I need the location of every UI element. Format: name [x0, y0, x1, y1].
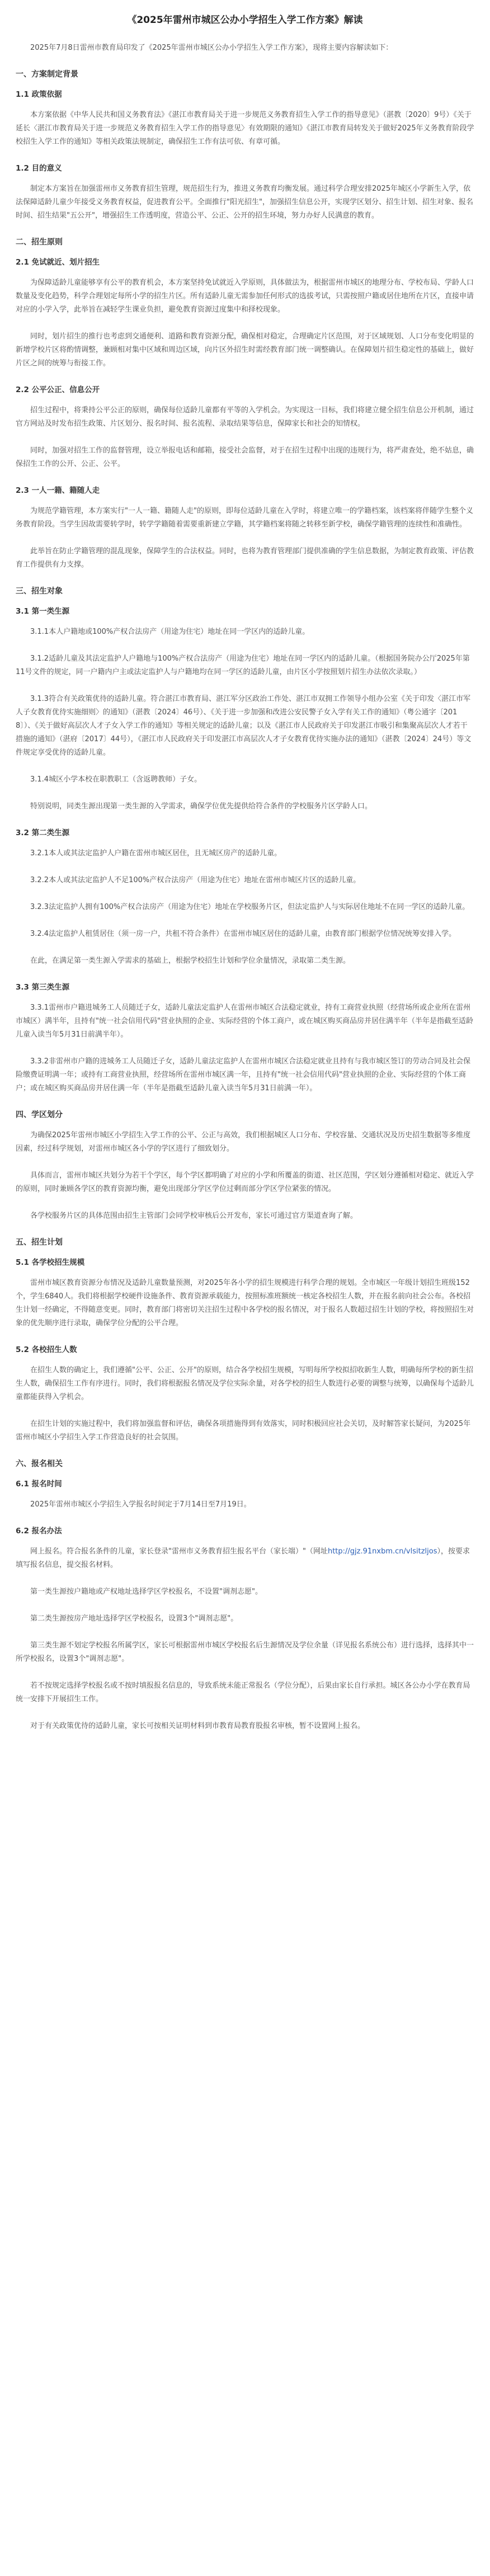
paragraph: 同时，划片招生的推行也考虑到交通便利、道路和教育资源分配，确保相对稳定，合理确定片区范围，对于区域规划、人口分布变化明显的新增学校片区将酌情调整，兼顾相对集中区域和周边区域，向片区外招生时需经教育部门统一调整确认。在保障划片招生稳定性的基础上，做好片区之间的统筹与衔接工作。 — [16, 332, 474, 368]
intro-paragraph: 2025年7月8日雷州市教育局印发了《2025年雷州市城区公办小学招生入学工作方案》，现将主要内容解读如下： — [30, 44, 393, 52]
paragraph: 3.2.2本人或其法定监护人不足100%产权合法房产（用途为住宅）地址在雷州市城区片区的适龄儿童。 — [30, 876, 361, 884]
subheading-first-category: 3.1 第一类生源 — [16, 607, 70, 616]
section-heading-principles: 二、招生原则 — [16, 238, 63, 247]
paragraph: 招生过程中，将秉持公平公正的原则，确保每位适龄儿童都有平等的入学机会。为实现这一目标，我们将建立健全招生信息公开机制，通过官方网站及时发布招生政策、片区划分、报名时间、报名流程、录取结果等信息，保障家长和社会的知情权。 — [16, 406, 474, 428]
paragraph: 3.3.2非雷州市户籍的进城务工人员随迁子女，适龄儿童法定监护人在雷州市城区合法稳定就业且持有与我市城区签订的劳动合同及社会保险缴费证明满一年；或持有工商营业执照，经营场所在雷州市城区满一年，且持有"统一社会信用代码"营业执照的企业、实际经营的个体工商户；或在城区购买商品房并居住满一年（半年是指截至适龄儿童入读当年5月31日前满一年）。 — [16, 1057, 471, 1092]
paragraph: 3.1.3符合有关政策优待的适龄儿童。符合湛江市教育局、湛江军分区政治工作处、湛江市双拥工作领导小组办公室《关于印发〈湛江市军人子女教育优待实施细则〉的通知》（湛教〔2024〕46号）、《关于进一步加强和改进公安民警子女入学有关工作的通知》（粤公通字〔2018〕）、《关于做好高层次人才子女入学工作的通知》等相关规定的适龄儿童；以及《湛江市人民政府关于印发湛江市吸引和集聚高层次人才若干措施的通知》（湛府〔2017〕44号），《湛江市人民政府关于印发湛江市高层次人才子女教育优待实施办法的通知》（湛教〔2024〕24号）等文件规定享受优待的适龄儿童。 — [16, 695, 472, 757]
section-heading-background: 一、方案制定背景 — [16, 70, 78, 79]
paragraph: 在招生人数的确定上，我们遵循"公平、公正、公开"的原则，结合各学校招生规模，写明每所学校拟招收新生人数，明确每所学校的新生招生人数，确保招生工作有序进行。同时，我们将根据报名情况及学位实际余量，对各学校的招生人数进行必要的调整与统筹，以确保每个适龄儿童都能获得入学机会。 — [16, 1366, 474, 1401]
registration-date-text: 2025年雷州市城区小学招生入学报名时间定于7月14日至7月19日。 — [30, 1500, 251, 1509]
section-heading-registration: 六、报名相关 — [16, 1459, 63, 1468]
paragraph: 第一类生源按户籍地或产权地址选择学区学校报名，不设置"调剂志愿"。 — [30, 1588, 262, 1596]
paragraph: 各学校服务片区的具体范围由招生主管部门会同学校审核后公开发布，家长可通过官方渠道查询了解。 — [30, 1212, 358, 1220]
section-heading-school-districts: 四、学区划分 — [16, 1110, 63, 1119]
subheading-registration-time: 6.1 报名时间 — [16, 1480, 62, 1489]
subheading-nearby-enrollment: 2.1 免试就近、划片招生 — [16, 258, 100, 267]
paragraph: 为确保2025年雷州市城区小学招生入学工作的公平、公正与高效，我们根据城区人口分布、学校容量、交通状况及历史招生数据等多维度因素，经过科学规划，对雷州市城区各小学的学区进行了细致划分。 — [16, 1131, 471, 1153]
paragraph: 若不按规定选择学校报名或不按时填报报名信息的，导致系统未能正常报名（学位分配），后果由家长自行承担。城区各公办小学在教育局统一安排下开展招生工作。 — [16, 1682, 470, 1703]
subheading-third-category: 3.3 第三类生源 — [16, 983, 70, 992]
paragraph: 为保障适龄儿童能够享有公平的教育机会，本方案坚持免试就近入学原则，具体做法为，根据雷州市城区的地理分布、学校布局、学龄人口数量及变化趋势，科学合理划定每所小学的招生片区。所有适龄儿童无需参加任何形式的选拔考试，只需按照户籍或居住地所在片区，直接申请对应的小学入学，此举旨在减轻学生课业负担，避免教育资源过度集中和择校现象。 — [16, 279, 474, 314]
paragraph: 为规范学籍管理，本方案实行"一人一籍、籍随人走"的原则，即每位适龄儿童在入学时，将建立唯一的学籍档案，该档案将伴随学生整个义务教育阶段。当学生因故需要转学时，转学学籍随着需要重新建立学籍，其学籍档案将随之转移至新学校，确保学籍管理的连续性和准确性。 — [16, 507, 473, 529]
paragraph: 第二类生源按房产地址选择学区学校报名，设置3个"调剂志愿"。 — [30, 1614, 238, 1623]
section-heading-enrollment-targets: 三、招生对象 — [16, 587, 63, 596]
paragraph: 第三类生源不划定学校报名所属学区，家长可根据雷州市城区学校报名后生源情况及学位余量（详见报名系统公布）进行选择，选择其中一所学校报名，设置3个"调剂志愿"。 — [16, 1641, 474, 1663]
paragraph: 3.2.3法定监护人拥有100%产权合法房产（用途为住宅）地址在学校服务片区，但法定监护人与实际居住地址不在同一学区的适龄儿童。 — [30, 903, 470, 911]
paragraph: 3.2.1本人或其法定监护人户籍在雷州市城区居住，且无城区房产的适龄儿童。 — [30, 849, 282, 858]
paragraph: 3.3.1雷州市户籍进城务工人员随迁子女，适龄儿童法定监护人在雷州市城区合法稳定就业，持有工商营业执照（经营场所或企业所在雷州市城区）满半年，且持有"统一社会信用代码"营业执照的企业、实际经营的个体工商户，或在城区购买商品房并居住满半年（半年是指截至适龄儿童入读当年5月31日前满半年）。 — [16, 1004, 473, 1039]
registration-platform-link[interactable]: http://gjz.91nxbm.cn/vlsitzljos — [327, 1547, 437, 1556]
subheading-registration-method: 6.2 报名办法 — [16, 1527, 62, 1536]
subheading-second-category: 3.2 第二类生源 — [16, 828, 70, 837]
paragraph: 对于有关政策优待的适龄儿童，家长可按相关证明材料到市教育局教育股报名审核，暂不设置网上报名。 — [30, 1722, 365, 1730]
subheading-school-numbers: 5.2 各校招生人数 — [16, 1345, 77, 1354]
subheading-school-scale: 5.1 各学校招生规模 — [16, 1258, 85, 1267]
registration-text-after-link: ），按要求填写报名信息，提交报名材料。 — [16, 1547, 470, 1569]
paragraph: 3.1.4城区小学本校在职教职工（含返聘教师）子女。 — [30, 775, 202, 784]
online-registration-paragraph — [16, 1545, 474, 1572]
paragraph: 在此，在满足第一类生源入学需求的基础上，根据学校招生计划和学位余量情况，录取第二类生源。 — [30, 957, 351, 965]
paragraph: 同时，加强对招生工作的监督管理，设立举报电话和邮箱，接受社会监督，对于在招生过程中出现的违规行为，将严肃查处，绝不姑息，确保招生工作的公开、公正、公平。 — [16, 446, 474, 468]
subheading-student-record: 2.3 一人一籍、籍随人走 — [16, 486, 100, 495]
paragraph: 此举旨在防止学籍管理的混乱现象，保障学生的合法权益。同时，也将为教育管理部门提供准确的学生信息数据，为制定教育政策、评估教育工作提供有力支撑。 — [16, 547, 474, 569]
paragraph: 制定本方案旨在加强雷州市义务教育招生管理，规范招生行为，推进义务教育均衡发展。通过科学合理安排2025年城区小学新生入学，依法保障适龄儿童少年接受义务教育权益，促进教育公平。全面推行"阳光招生"，加强招生信息公开，实现学区划分、招生计划、招生对象、报名时间、招生结果"五公开"，增强招生工作透明度，营造公平、公正、公开的招生环境，努力办好人民满意的教育。 — [16, 185, 473, 220]
paragraph: 特别说明，同类生源出现第一类生源的入学需求，确保学位优先提供给符合条件的学校服务片区学龄人口。 — [30, 802, 373, 811]
paragraph: 雷州市城区教育资源分布情况及适龄儿童数量预测，对2025年各小学的招生规模进行科学合理的规划。全市城区一年级计划招生班级152个，学生6840人。我们将根据学校硬件设施条件、教育资源承载能力，按照标准班额统一核定各校招生人数，并在报名前向社会公布。各校招生计划一经确定，不得随意变更。同时，教育部门将密切关注招生过程中各学校的报名情况，对于报名人数超过招生计划的学校，将按照招生对象的优先顺序进行录取，确保学位分配的公平合理。 — [16, 1279, 474, 1327]
paragraph: 本方案依据《中华人民共和国义务教育法》《湛江市教育局关于进一步规范义务教育招生入学工作的指导意见》（湛教〔2020〕9号）《关于延长〈湛江市教育局关于进一步规范义务教育招生入学工作的指导意见〉有效期限的通知》《湛江市教育局转发关于做好2025年义务教育阶段学校招生入学工作的通知》等相关政策法规制定，确保招生工作有法可依、有章可循。 — [16, 111, 474, 146]
subheading-fairness: 2.2 公平公正、信息公开 — [16, 385, 100, 394]
paragraph: 3.1.2适龄儿童及其法定监护人户籍地与100%产权合法房产（用途为住宅）地址在同一学区内的适龄儿童。（根据国务院办公厅2025年第11号文件的规定，同一户籍内户主或法定监护人与户籍地均在同一学区的适龄儿童，由片区小学按照划片招生办法依次录取。） — [16, 654, 470, 676]
document-title: 《2025年雷州市城区公办小学招生入学工作方案》解读 — [127, 15, 363, 26]
subheading-policy-basis: 1.1 政策依据 — [16, 90, 62, 99]
registration-text-before-link: 网上报名。符合报名条件的儿童，家长登录"雷州市义务教育招生报名平台（家长端）"（网址 — [30, 1547, 328, 1556]
paragraph: 3.2.4法定监护人租赁居住（须一房一户，共租不符合条件）在雷州市城区居住的适龄儿童，由教育部门根据学位情况统筹安排入学。 — [30, 930, 456, 938]
subheading-purpose: 1.2 目的意义 — [16, 164, 62, 173]
paragraph: 在招生计划的实施过程中，我们将加强监督和评估，确保各项措施得到有效落实，同时积极回应社会关切，及时解答家长疑问，为2025年雷州市城区小学招生入学工作营造良好的社会氛围。 — [16, 1420, 471, 1442]
section-heading-enrollment-plan: 五、招生计划 — [16, 1238, 63, 1247]
paragraph: 具体而言，雷州市城区共划分为若干个学区，每个学区都明确了对应的小学和所覆盖的街道、社区范围，学区划分遵循相对稳定、就近入学的原则，同时兼顾各学区的教育资源均衡，避免出现部分学区学位过剩而部分学区学位紧张的情况。 — [16, 1171, 474, 1193]
paragraph: 3.1.1本人户籍地或100%产权合法房产（用途为住宅）地址在同一学区内的适龄儿童。 — [30, 628, 310, 636]
